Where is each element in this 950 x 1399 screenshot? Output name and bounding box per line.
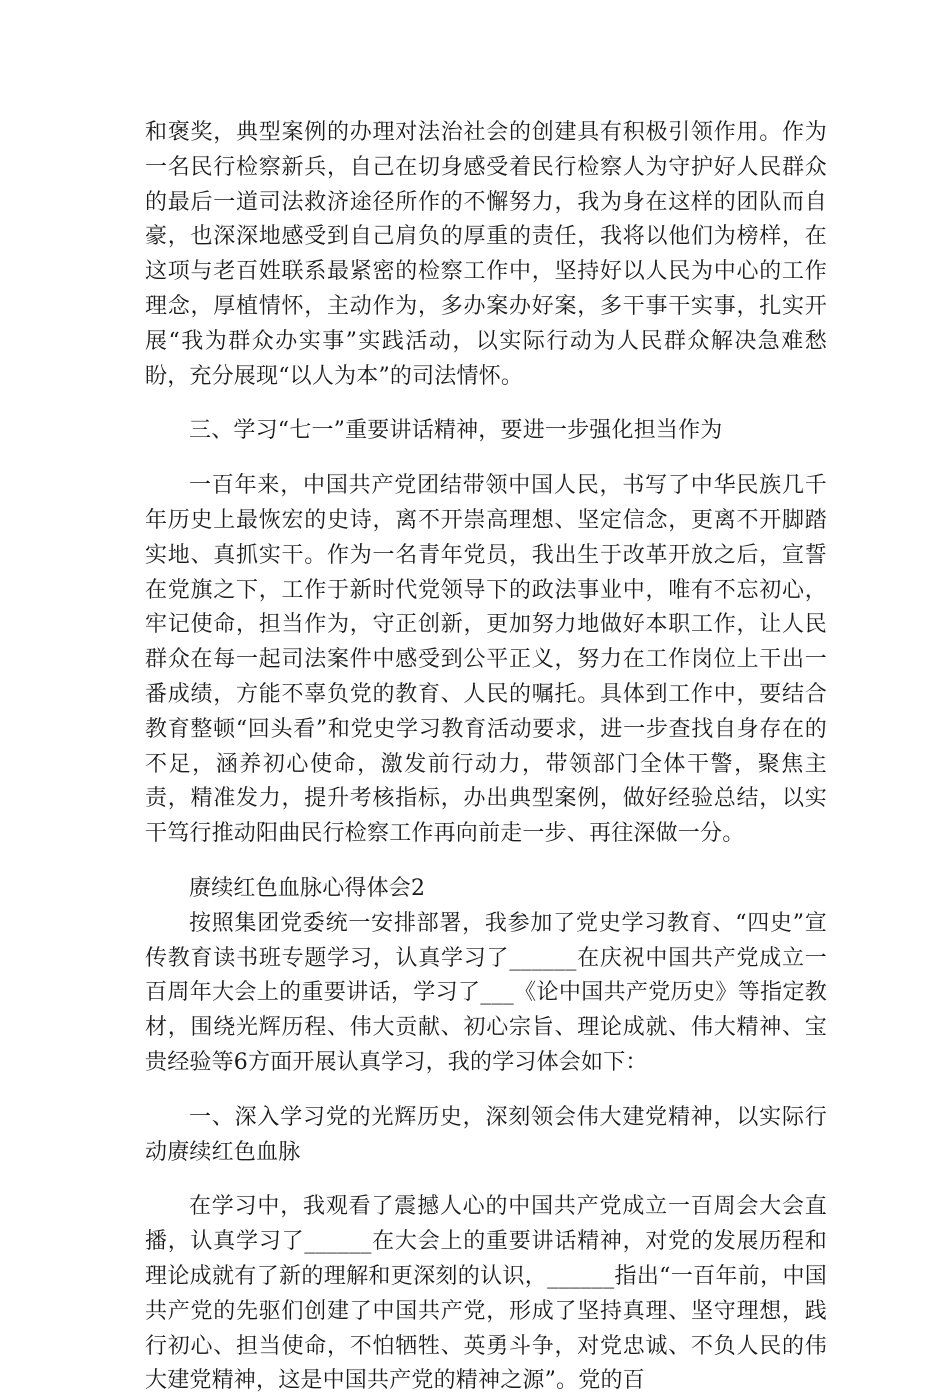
- paragraph-study-content: 在学习中，我观看了震撼人心的中国共产党成立一百周会大会直播，认真学习了______在大会上的重要讲话精神，对党的发展历程和理论成就有了新的理解和更深刻的认识，______指出“一百年前，中国共产党的先驱们创建了中国共产党，形成了坚持真理、坚守理想，践行初心、担当使命，不怕牺牲、英勇斗争，对党忠诚、不负人民的伟大建党精神，这是中国共产党的精神之源”。党的百: [145, 1194, 827, 1394]
- document-page: [145, 116, 827, 1399]
- document-title-2: 赓续红色血脉心得体会2: [189, 875, 426, 901]
- paragraph-praise-continuation: 和褒奖，典型案例的办理对法治社会的创建具有积极引领作用。作为一名民行检察新兵，自己在切身感受着民行检察人为守护好人民群众的最后一道司法救济途径所作的不懈努力，我为身在这样的团队而自豪，也深深地感受到自己肩负的厚重的责任，我将以他们为榜样，在这项与老百姓联系最紧密的检察工作中，坚持好以人民为中心的工作理念，厚植情怀，主动作为，多办案办好案，多干事干实事，扎实开展“我为群众办实事”实践活动，以实际行动为人民群众解决急难愁盼，充分展现“以人为本”的司法情怀。: [145, 120, 827, 389]
- paragraph-hundred-years: 一百年来，中国共产党团结带领中国人民，书写了中华民族几千年历史上最恢宏的史诗，离不开崇高理想、坚定信念，更离不开脚踏实地、真抓实干。作为一名青年党员，我出生于改革开放之后，宣誓在党旗之下，工作于新时代党领导下的政法事业中，唯有不忘初心，牢记使命，担当作为，守正创新，更加努力地做好本职工作，让人民群众在每一起司法案件中感受到公平正义，努力在工作岗位上干出一番成绩，方能不辜负党的教育、人民的嘱托。具体到工作中，要结合教育整顿“回头看”和党史学习教育活动要求，进一步查找自身存在的不足，涵养初心使命，激发前行动力，带领部门全体干警，聚焦主责，精准发力，提升考核指标，办出典型案例，做好经验总结，以实干笃行推动阳曲民行检察工作再向前走一步、再往深做一分。: [145, 473, 827, 847]
- paragraph-study-arrangement: 按照集团党委统一安排部署，我参加了党史学习教育、“四史”宣传教育读书班专题学习，认真学习了______在庆祝中国共产党成立一百周年大会上的重要讲话，学习了___《论中国共产党历史》等指定教材，围绕光辉历程、伟大贡献、初心宗旨、理论成就、伟大精神、宝贵经验等6方面开展认真学习，我的学习体会如下：: [145, 910, 827, 1075]
- section-heading-one: 一、深入学习党的光辉历史，深刻领会伟大建党精神，以实际行动赓续红色血脉: [145, 1104, 827, 1165]
- section-heading-three: 三、学习“七一”重要讲话精神，要进一步强化担当作为: [189, 418, 723, 444]
